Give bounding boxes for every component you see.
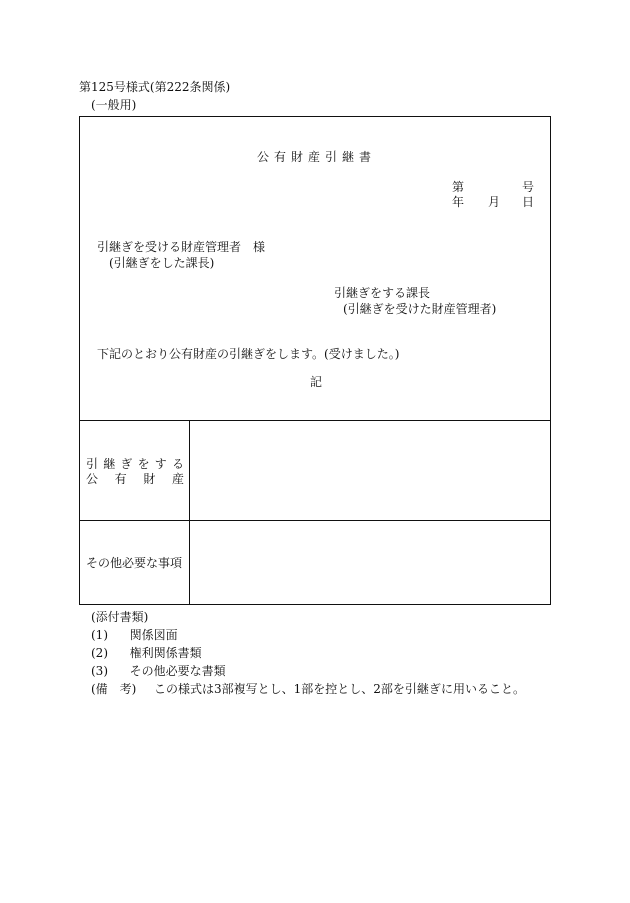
row1-char: 財 — [143, 472, 156, 486]
row1-label-line1 — [86, 457, 184, 472]
attachment-item — [91, 628, 178, 643]
remarks-label: (備 考) — [91, 682, 137, 696]
body-text: 下記のとおり公有財産の引継ぎをします。(受けました。) — [97, 347, 400, 361]
attachment-text: 権利関係書類 — [129, 646, 202, 660]
number-prefix: 第 — [452, 180, 465, 194]
row1-char: る — [171, 457, 184, 471]
date-year: 年 — [452, 195, 465, 209]
form-category: (一般用) — [91, 98, 137, 112]
recipient-line-1: 引継ぎを受ける財産管理者 様 — [97, 240, 266, 254]
row2-label: その他必要な事項 — [86, 556, 183, 570]
row1-value-cell[interactable] — [191, 422, 549, 518]
remarks-line — [91, 682, 525, 697]
attachment-num: (2) — [91, 646, 108, 660]
form-number: 第125号様式(第222条関係) — [79, 80, 231, 94]
attachment-num: (3) — [91, 664, 108, 678]
table-top-rule — [79, 420, 551, 421]
attachment-item — [91, 664, 226, 679]
attachments-heading: (添付書類) — [91, 610, 149, 624]
table-column-divider — [189, 420, 190, 605]
attachment-num: (1) — [91, 628, 108, 642]
form-title: 公有財産引継書 — [257, 150, 377, 164]
sender-line-1: 引継ぎをする課長 — [334, 286, 431, 300]
number-suffix: 号 — [522, 180, 535, 194]
sender-line-2: (引継ぎを受けた財産管理者) — [343, 302, 497, 316]
date-month: 月 — [488, 195, 501, 209]
ki-mark: 記 — [310, 375, 323, 389]
row1-char: ぎ — [120, 457, 133, 471]
attachment-text: 関係図面 — [129, 628, 178, 642]
recipient-line-2: (引継ぎをした課長) — [109, 256, 215, 270]
attachment-text: その他必要な書類 — [129, 664, 226, 678]
row1-label-line2 — [86, 472, 184, 487]
row1-char: 継 — [103, 457, 116, 471]
attachment-item — [91, 646, 202, 661]
remarks-text: この様式は3部複写とし、1部を控とし、2部を引継ぎに用いること。 — [154, 682, 525, 696]
date-day: 日 — [522, 195, 535, 209]
table-middle-rule — [79, 520, 551, 521]
row1-char: す — [154, 457, 167, 471]
row1-char: 公 — [86, 472, 99, 486]
row1-char: 引 — [86, 457, 99, 471]
row1-char: を — [137, 457, 150, 471]
row2-value-cell[interactable] — [191, 522, 549, 603]
row1-char: 有 — [114, 472, 127, 486]
row1-char: 産 — [171, 472, 184, 486]
